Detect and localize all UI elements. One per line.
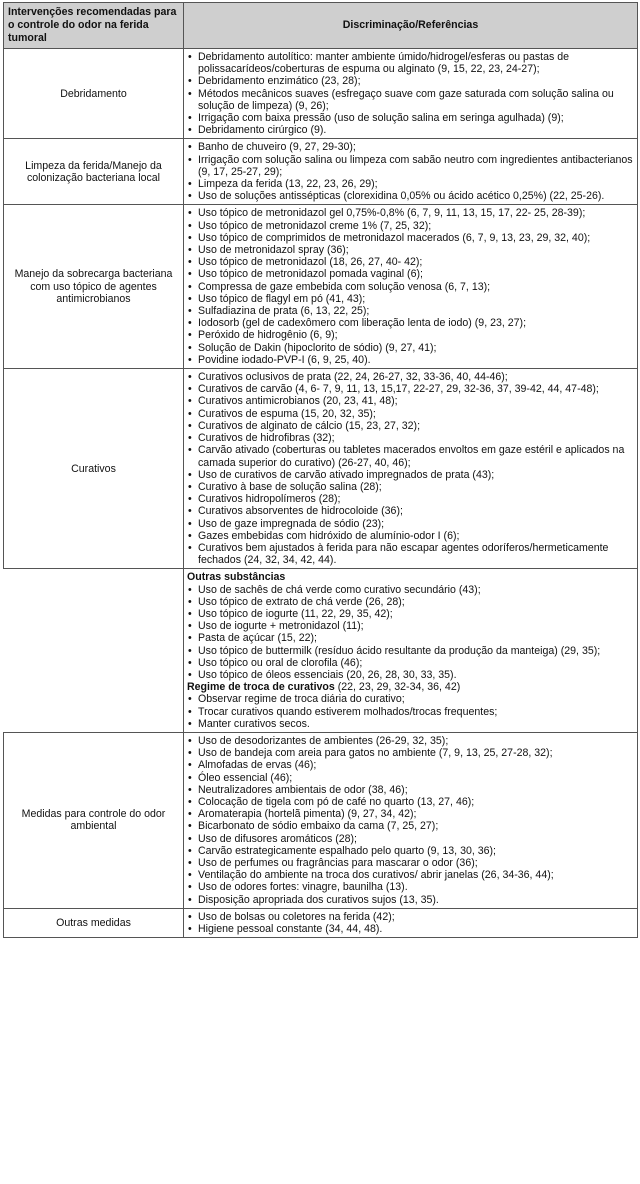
list-item: • Uso de metronidazol spray (36); <box>187 244 633 256</box>
list-item: • Colocação de tigela com pó de café no quarto (13, 27, 46); <box>187 796 633 808</box>
list-item: • Uso tópico de extrato de chá verde (26, 28); <box>187 596 633 608</box>
list-item: • Debridamento autolítico: manter ambiente úmido/hidrogel/esferas ou pastas de polissacarídeos/coberturas de espuma ou alginato (9, 15, 22, 23, 24-27); <box>187 51 633 75</box>
list-item: • Limpeza da ferida (13, 22, 23, 26, 29); <box>187 178 633 190</box>
list-item: • Gazes embebidas com hidróxido de alumínio-odor I (6); <box>187 530 633 542</box>
list-item: • Uso tópico de metronidazol pomada vaginal (6); <box>187 268 633 280</box>
list-item: • Bicarbonato de sódio embaixo da cama (7, 25, 27); <box>187 820 633 832</box>
list-item: • Óleo essencial (46); <box>187 772 633 784</box>
bullet-list <box>187 371 633 566</box>
intervention-category <box>4 569 184 733</box>
list-item: • Irrigação com solução salina ou limpeza com sabão neutro com ingredientes antibacterianos (9, 17, 25-27, 29); <box>187 154 633 178</box>
list-item: • Manter curativos secos. <box>187 718 633 730</box>
references-cell <box>184 139 638 205</box>
list-item: • Uso de desodorizantes de ambientes (26-29, 32, 35); <box>187 735 633 747</box>
list-item: • Uso tópico de flagyl em pó (41, 43); <box>187 293 633 305</box>
bullet-list <box>187 207 633 366</box>
subheading-other-substances: Outras substâncias <box>187 571 286 584</box>
table-row <box>4 569 638 733</box>
list-item: • Almofadas de ervas (46); <box>187 759 633 771</box>
list-item: • Uso de curativos de carvão ativado impregnados de prata (43); <box>187 469 633 481</box>
list-item: • Uso de difusores aromáticos (28); <box>187 833 633 845</box>
list-item: • Curativos de espuma (15, 20, 32, 35); <box>187 408 633 420</box>
references-cell <box>184 49 638 139</box>
table-header-row <box>4 3 638 49</box>
list-item: • Curativos antimicrobianos (20, 23, 41, 48); <box>187 395 633 407</box>
references-cell <box>184 732 638 908</box>
list-item: • Carvão ativado (coberturas ou tabletes macerados envoltos em gaze estéril e aplicados na camada superior do curativo) (26-27, 40, 46); <box>187 444 633 468</box>
list-item: • Higiene pessoal constante (34, 44, 48). <box>187 923 633 935</box>
references-cell <box>184 569 638 733</box>
list-item: • Curativos absorventes de hidrocoloide (36); <box>187 505 633 517</box>
bullet-list <box>187 735 633 906</box>
table-row <box>4 139 638 205</box>
list-item: • Aromaterapia (hortelã pimenta) (9, 27, 34, 42); <box>187 808 633 820</box>
table-row <box>4 732 638 908</box>
intervention-category: Outras medidas <box>4 908 184 937</box>
list-item: • Povidine iodado-PVP-I (6, 9, 25, 40). <box>187 354 633 366</box>
list-item: • Neutralizadores ambientais de odor (38, 46); <box>187 784 633 796</box>
table-row <box>4 49 638 139</box>
bullet-list <box>187 51 633 136</box>
table-row <box>4 205 638 369</box>
list-item: • Curativos de alginato de cálcio (15, 23, 27, 32); <box>187 420 633 432</box>
list-item: • Curativos de carvão (4, 6- 7, 9, 11, 13, 15,17, 22-27, 29, 32-36, 37, 39-42, 44, 47-48); <box>187 383 633 395</box>
subheading-dressing-change <box>187 681 633 693</box>
intervention-category: Limpeza da ferida/Manejo da colonização bacteriana local <box>4 139 184 205</box>
list-item: • Peróxido de hidrogênio (6, 9); <box>187 329 633 341</box>
list-item: • Compressa de gaze embebida com solução venosa (6, 7, 13); <box>187 281 633 293</box>
list-item: • Uso tópico de metronidazol gel 0,75%-0,8% (6, 7, 9, 11, 13, 15, 17, 22- 25, 28-39); <box>187 207 633 219</box>
bullet-list <box>187 141 633 202</box>
list-item: • Ventilação do ambiente na troca dos curativos/ abrir janelas (26, 34-36, 44); <box>187 869 633 881</box>
list-item: • Uso tópico de comprimidos de metronidazol macerados (6, 7, 9, 13, 23, 29, 32, 40); <box>187 232 633 244</box>
list-item: • Pasta de açúcar (15, 22); <box>187 632 633 644</box>
references-cell <box>184 369 638 569</box>
list-item: • Curativos hidropolímeros (28); <box>187 493 633 505</box>
list-item: • Curativos bem ajustados à ferida para não escapar agentes odoríferos/hermeticamente fechados (24, 32, 34, 42, 44). <box>187 542 633 566</box>
list-item: • Curativos de hidrofibras (32); <box>187 432 633 444</box>
subheading-references: (22, 23, 29, 32-34, 36, 42) <box>337 681 461 694</box>
list-item: • Uso de bolsas ou coletores na ferida (42); <box>187 911 633 923</box>
header-interventions: Intervenções recomendadas para o controle do odor na ferida tumoral <box>4 3 184 49</box>
list-item: • Uso tópico de buttermilk (resíduo ácido resultante da produção da manteiga) (29, 35); <box>187 645 633 657</box>
list-item: • Debridamento enzimático (23, 28); <box>187 75 633 87</box>
list-item: • Irrigação com baixa pressão (uso de solução salina em seringa agulhada) (9); <box>187 112 633 124</box>
list-item: • Uso tópico de metronidazol creme 1% (7, 25, 32); <box>187 220 633 232</box>
list-item: • Uso de odores fortes: vinagre, baunilha (13). <box>187 881 633 893</box>
list-item: • Trocar curativos quando estiverem molhados/trocas frequentes; <box>187 706 633 718</box>
references-cell <box>184 205 638 369</box>
list-item: • Uso de sachês de chá verde como curativo secundário (43); <box>187 584 633 596</box>
list-item: • Uso de bandeja com areia para gatos no ambiente (7, 9, 13, 25, 27-28, 32); <box>187 747 633 759</box>
bullet-list <box>187 584 633 682</box>
references-cell <box>184 908 638 937</box>
subheading-title: Regime de troca de curativos <box>187 681 335 694</box>
list-item: • Iodosorb (gel de cadexômero com liberação lenta de iodo) (9, 23, 27); <box>187 317 633 329</box>
list-item: • Uso de perfumes ou fragrâncias para mascarar o odor (36); <box>187 857 633 869</box>
table-body <box>4 49 638 938</box>
list-item: • Observar regime de troca diária do curativo; <box>187 693 633 705</box>
table-row <box>4 369 638 569</box>
list-item: • Debridamento cirúrgico (9). <box>187 124 633 136</box>
list-item: • Sulfadiazina de prata (6, 13, 22, 25); <box>187 305 633 317</box>
list-item: • Uso de iogurte + metronidazol (11); <box>187 620 633 632</box>
list-item: • Uso tópico de óleos essenciais (20, 26, 28, 30, 33, 35). <box>187 669 633 681</box>
list-item: • Banho de chuveiro (9, 27, 29-30); <box>187 141 633 153</box>
list-item: • Métodos mecânicos suaves (esfregaço suave com gaze saturada com solução salina ou solução de limpeza) (9, 26); <box>187 88 633 112</box>
bullet-list <box>187 911 633 935</box>
intervention-category: Curativos <box>4 369 184 569</box>
list-item: • Uso de gaze impregnada de sódio (23); <box>187 518 633 530</box>
intervention-category: Debridamento <box>4 49 184 139</box>
list-item: • Curativo à base de solução salina (28); <box>187 481 633 493</box>
list-item: • Carvão estrategicamente espalhado pelo quarto (9, 13, 30, 36); <box>187 845 633 857</box>
header-references: Discriminação/Referências <box>184 3 638 49</box>
interventions-table <box>3 2 638 938</box>
list-item: • Disposição apropriada dos curativos sujos (13, 35). <box>187 894 633 906</box>
bullet-list <box>187 693 633 730</box>
intervention-category: Manejo da sobrecarga bacteriana com uso tópico de agentes antimicrobianos <box>4 205 184 369</box>
list-item: • Uso tópico de metronidazol (18, 26, 27, 40- 42); <box>187 256 633 268</box>
list-item: • Uso de soluções antissépticas (clorexidina 0,05% ou ácido acético 0,25%) (22, 25-26). <box>187 190 633 202</box>
list-item: • Uso tópico ou oral de clorofila (46); <box>187 657 633 669</box>
intervention-category: Medidas para controle do odor ambiental <box>4 732 184 908</box>
list-item: • Curativos oclusivos de prata (22, 24, 26-27, 32, 33-36, 40, 44-46); <box>187 371 633 383</box>
list-item: • Solução de Dakin (hipoclorito de sódio) (9, 27, 41); <box>187 342 633 354</box>
table-row <box>4 908 638 937</box>
list-item: • Uso tópico de iogurte (11, 22, 29, 35, 42); <box>187 608 633 620</box>
